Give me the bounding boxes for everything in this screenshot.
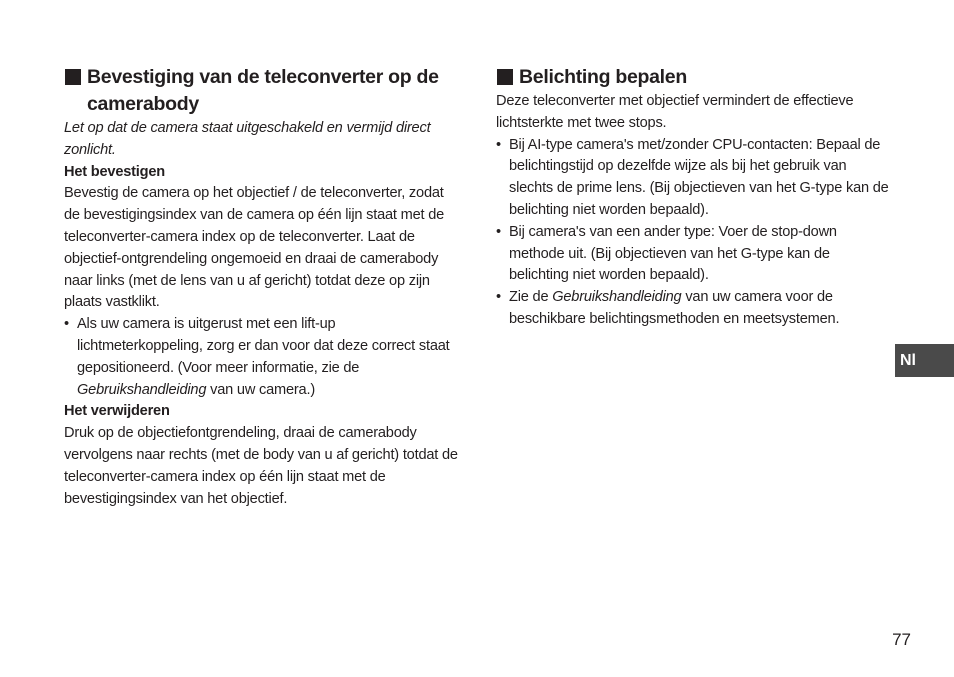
list-item — [496, 135, 891, 222]
language-tab: Nl — [895, 344, 954, 377]
intro-caution: Let op dat de camera staat uitgeschakeld en vermijd direct zonlicht. — [64, 120, 431, 158]
bullet-dot: • — [64, 316, 69, 333]
section-heading-text: Belichting bepalen — [519, 66, 687, 88]
left-column — [64, 64, 460, 510]
page-number: 77 — [892, 630, 911, 649]
section-heading-text: Bevestiging van de teleconverter op de camerabody — [87, 66, 439, 115]
bullet-dot: • — [496, 223, 501, 240]
exposure-bullet-list — [496, 135, 891, 331]
list-item — [64, 314, 460, 401]
bullet-text-post: van uw camera voor de beschikbare belichtingsmethoden en meetsystemen. — [509, 289, 840, 327]
subheading-remove: Het verwijderen — [64, 403, 170, 420]
exposure-intro: Deze teleconverter met objectief vermindert de effectieve lichtsterkte met twee stops. — [496, 93, 854, 131]
section-heading-attach — [64, 64, 460, 118]
manual-reference: Gebruikshandleiding — [552, 289, 682, 306]
attach-instructions: Bevestig de camera op het objectief / de teleconverter, zodat de bevestigingsindex van de camera op één lijn staat met de teleconverter-camera index op de teleconverter. Laat de objectief-ontgrendeling ongemoeid en draai de camerabody naar links (met de lens van u af gericht) totdat deze op zijn plaats vastklikt. — [64, 185, 445, 311]
bullet-text-pre: Als uw camera is uitgerust met een lift-up lichtmeterkoppeling, zorg er dan voor dat deze correct staat gepositioneerd. (Voor meer informatie, zie de — [77, 316, 450, 376]
section-heading-exposure — [496, 64, 891, 91]
right-column — [496, 64, 891, 331]
bullet-dot: • — [496, 289, 501, 306]
bullet-dot: • — [496, 136, 501, 153]
subheading-attach: Het bevestigen — [64, 163, 166, 180]
bullet-text-post: van uw camera.) — [206, 381, 315, 398]
square-bullet-icon — [497, 69, 513, 85]
list-item — [496, 287, 891, 331]
remove-instructions: Druk op de objectiefontgrendeling, draai de camerabody vervolgens naar rechts (met de body van u af gericht) totdat de teleconverter-camera index op één lijn staat met de bevestigingsindex van het objectief. — [64, 425, 458, 507]
bullet-text: Bij camera's van een ander type: Voer de stop-down methode uit. (Bij objectieven van het G-type kan de belichting niet worden bepaald). — [509, 223, 837, 284]
bullet-text-pre: Zie de — [509, 289, 553, 306]
bullet-text: Bij AI-type camera's met/zonder CPU-contacten: Bepaal de belichtingstijd op dezelfde wijze als bij het gebruik van slechts de prime lens. (Bij objectieven van het G-type kan de belichting niet worden bepaald). — [509, 136, 889, 218]
manual-reference: Gebruikshandleiding — [77, 381, 207, 398]
square-bullet-icon — [65, 69, 81, 85]
list-item — [496, 222, 891, 287]
attach-bullet-list — [64, 314, 460, 401]
